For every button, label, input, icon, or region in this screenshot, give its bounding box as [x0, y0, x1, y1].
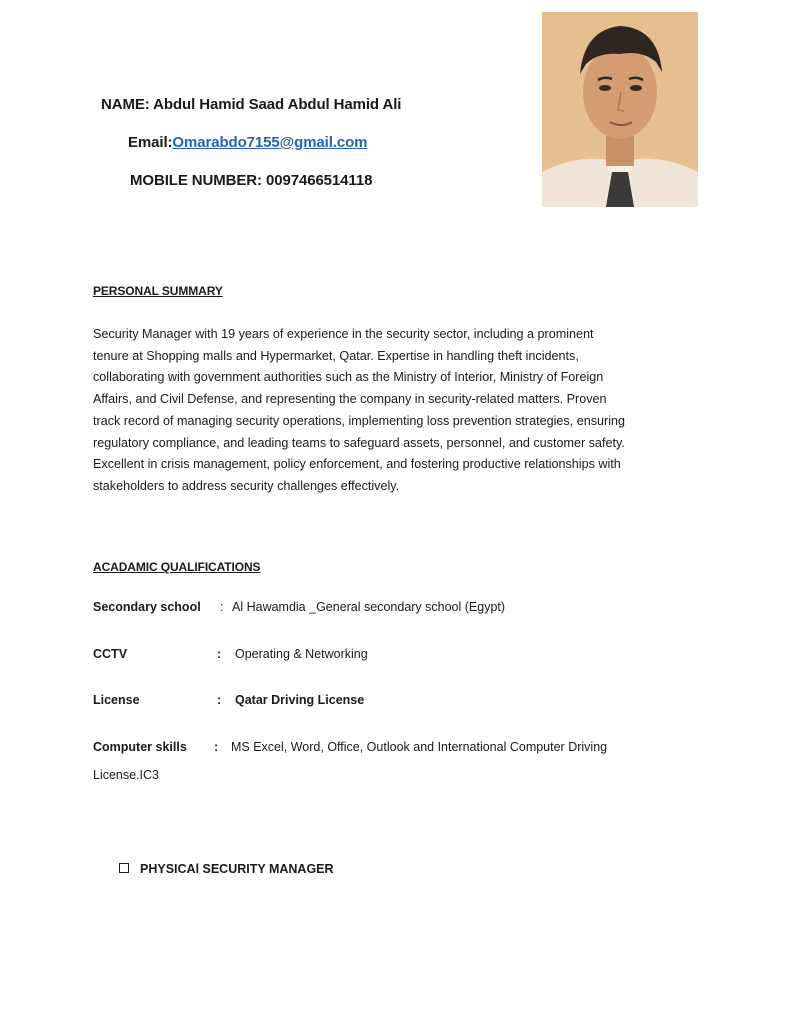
qualification-label: Computer skills	[93, 740, 187, 754]
qualifications-title: ACADAMIC QUALIFICATIONS	[93, 560, 261, 574]
checkbox-bullet-icon	[119, 863, 129, 873]
email-label: Email:	[128, 134, 173, 151]
job-title: PHYSICAl SECURITY MANAGER	[140, 862, 334, 876]
qualification-separator: :	[217, 647, 222, 661]
summary-line: Security Manager with 19 years of experience in the security sector, including a prominent	[93, 327, 594, 341]
summary-line: regulatory compliance, and leading teams to safeguard assets, personnel, and customer safety.	[93, 435, 625, 450]
qualification-value-continuation: License.IC3	[93, 768, 160, 782]
qualification-value: Qatar Driving License	[235, 693, 365, 707]
portrait-image	[542, 12, 698, 207]
summary-line: collaborating with government authorities such as the Ministry of Interior, Ministry of Foreign	[93, 370, 604, 385]
email-link[interactable]: Omarabdo7155@gmail.com	[172, 134, 368, 151]
qualification-value: MS Excel, Word, Office, Outlook and International Computer Driving	[231, 740, 608, 754]
summary-line: stakeholders to address security challenges effectively.	[93, 478, 400, 493]
name-line: NAME: Abdul Hamid Saad Abdul Hamid Ali	[101, 96, 402, 113]
qualification-value: Al Hawamdia _General secondary school (Egypt)	[232, 600, 506, 614]
summary-line: tenure at Shopping malls and Hypermarket, Qatar. Expertise in handling theft incidents,	[93, 348, 579, 363]
personal-summary-text	[93, 324, 703, 498]
email-line	[128, 134, 367, 151]
personal-summary-title: PERSONAL SUMMARY	[93, 284, 223, 298]
qualification-label: Secondary school	[93, 600, 201, 614]
qualification-label: License	[93, 693, 140, 707]
qualification-separator: :	[220, 600, 224, 614]
mobile-line: MOBILE NUMBER: 0097466514118	[130, 172, 373, 189]
qualification-separator: :	[217, 693, 222, 707]
summary-line: track record of managing security operations, implementing loss prevention strategies, ensuring	[93, 413, 626, 428]
summary-line: Excellent in crisis management, policy enforcement, and fostering productive relationships with	[93, 457, 621, 472]
profile-photo	[542, 12, 698, 207]
qualification-label: CCTV	[93, 647, 128, 661]
qualification-separator: :	[214, 740, 219, 754]
qualification-value: Operating & Networking	[235, 647, 368, 661]
summary-line: Affairs, and Civil Defense, and representing the company in security-related matters. Proven	[93, 392, 607, 407]
